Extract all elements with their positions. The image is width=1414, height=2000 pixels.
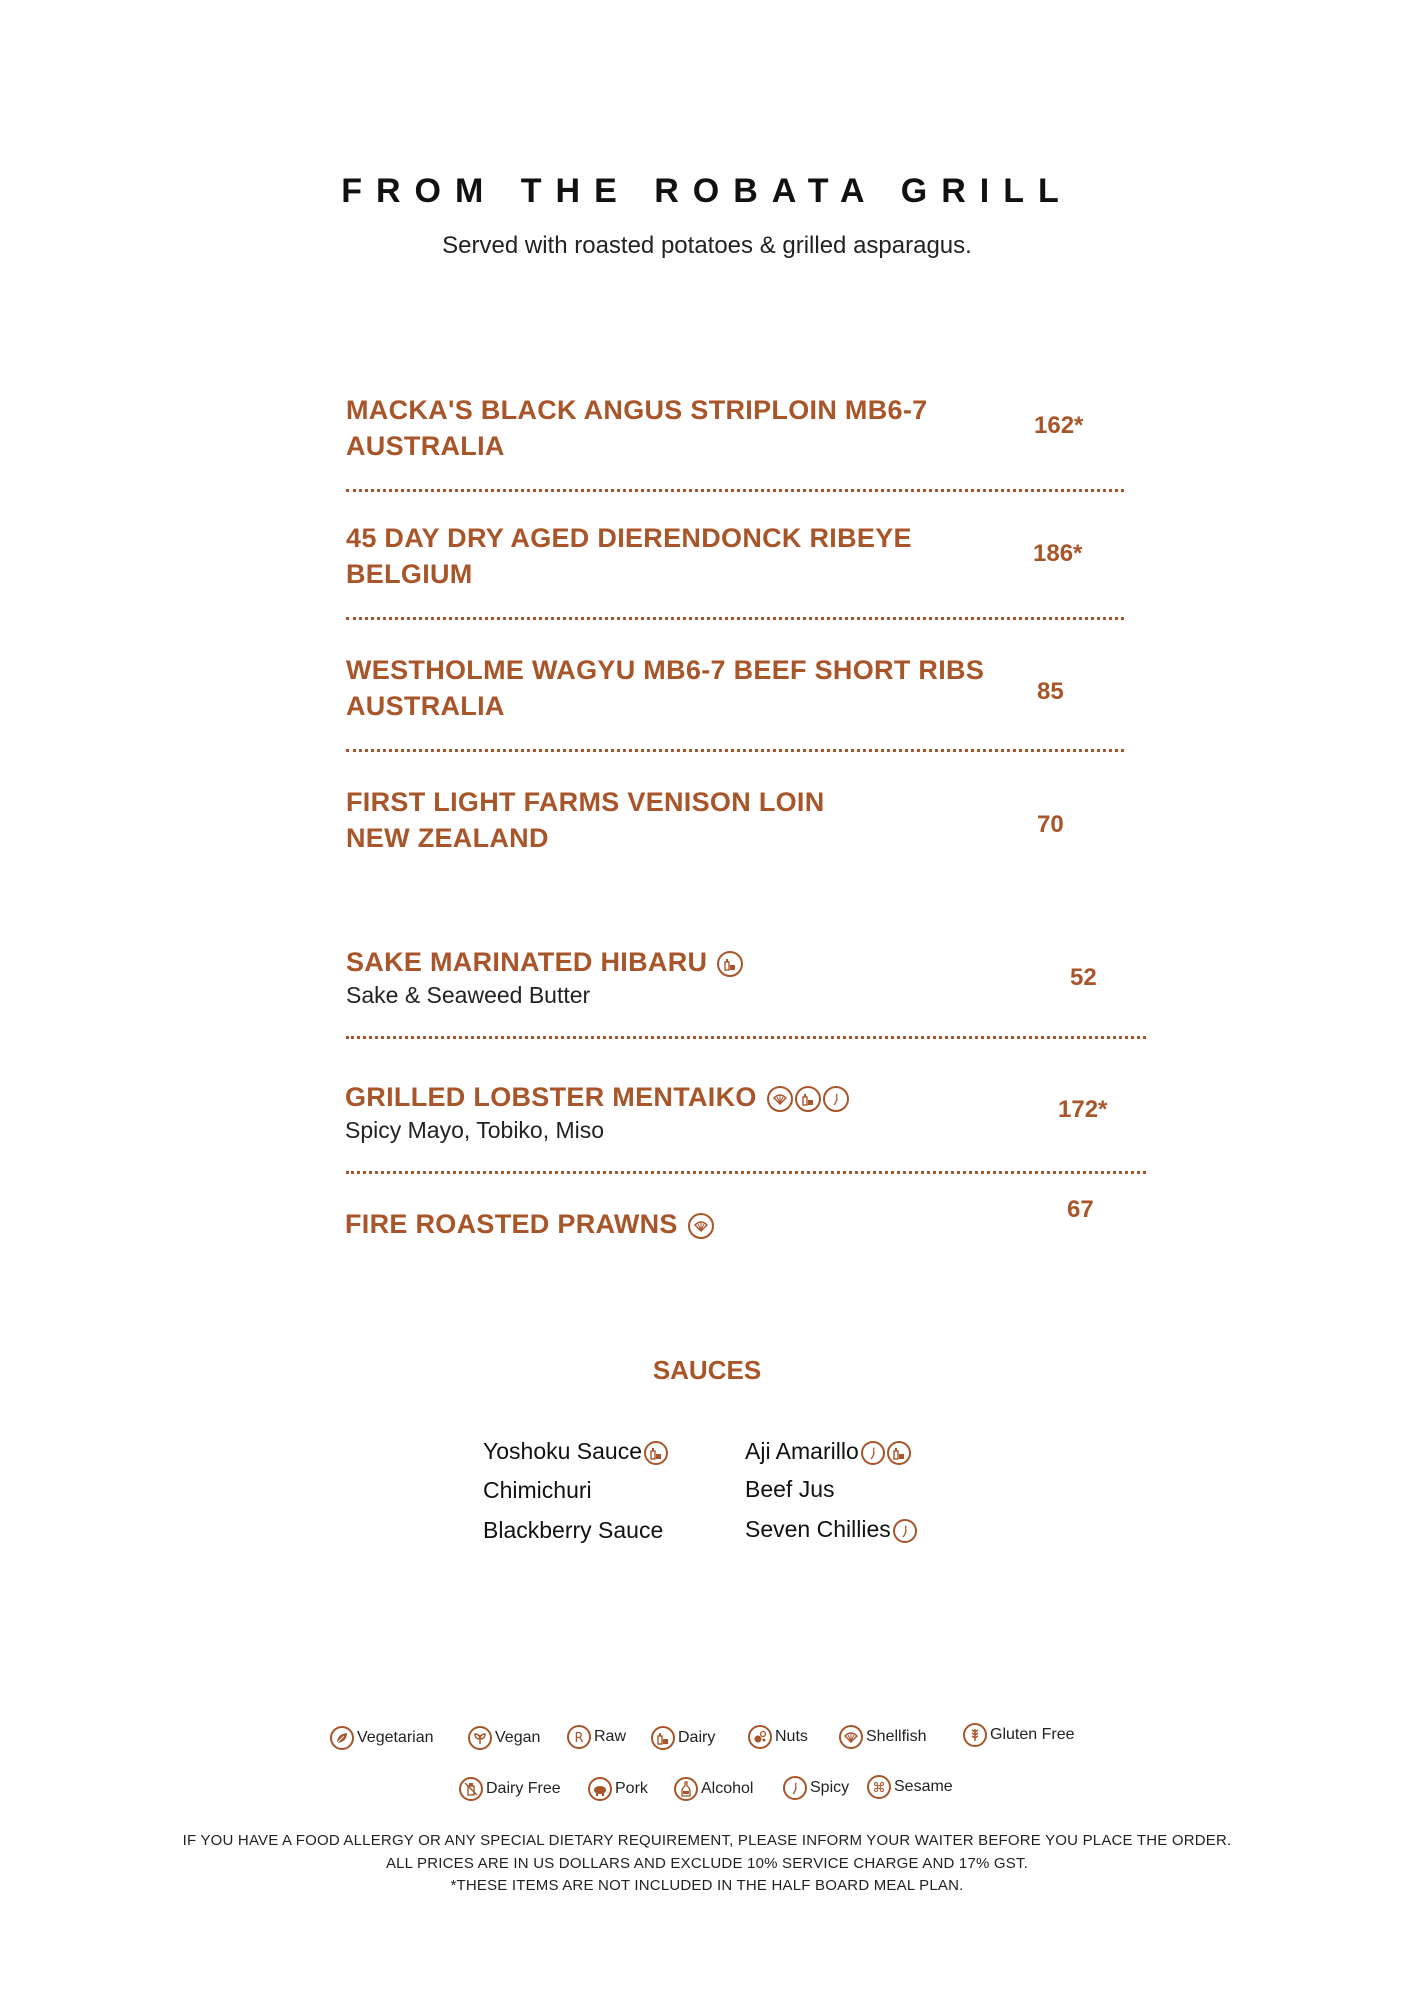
item-name: SAKE MARINATED HIBARU xyxy=(346,947,708,977)
page-title: FROM THE ROBATA GRILL xyxy=(341,172,1073,210)
menu-item xyxy=(346,784,825,856)
item-price: 70 xyxy=(1037,811,1064,838)
sesame-icon xyxy=(867,1775,891,1799)
sauce-item xyxy=(745,1438,911,1465)
item-price: 172* xyxy=(1058,1096,1108,1123)
item-name: 45 DAY DRY AGED DIERENDONCK RIBEYE xyxy=(346,523,912,553)
dairy-icon xyxy=(795,1086,821,1112)
menu-item xyxy=(346,652,984,724)
vegan-icon xyxy=(468,1726,492,1750)
item-description: Sake & Seaweed Butter xyxy=(346,982,591,1008)
sauce-name: Chimichuri xyxy=(483,1477,592,1503)
spicy-icon xyxy=(823,1086,849,1112)
legend-dairy-free: Dairy Free xyxy=(457,1777,561,1801)
sauce-name: Yoshoku Sauce xyxy=(483,1438,643,1464)
item-description: Spicy Mayo, Tobiko, Miso xyxy=(345,1117,605,1143)
item-price: 85 xyxy=(1037,678,1064,705)
sauce-name: Seven Chillies xyxy=(745,1516,891,1542)
menu-item xyxy=(345,1079,849,1145)
menu-item xyxy=(346,520,912,592)
divider xyxy=(346,1036,1146,1039)
sauce-name: Blackberry Sauce xyxy=(483,1517,664,1543)
dairy-icon xyxy=(644,1441,668,1465)
divider xyxy=(346,617,1124,620)
legend-dairy: Dairy xyxy=(649,1726,715,1750)
item-name: WESTHOLME WAGYU MB6-7 BEEF SHORT RIBS xyxy=(346,655,985,685)
sauces-title: SAUCES xyxy=(652,1355,762,1385)
menu-item xyxy=(346,944,743,1010)
sauce-item xyxy=(745,1476,835,1503)
legend-spicy: Spicy xyxy=(781,1776,849,1800)
spicy-icon xyxy=(861,1441,885,1465)
legend-gluten-free: Gluten Free xyxy=(961,1723,1074,1747)
footer-meal-plan-note: *THESE ITEMS ARE NOT INCLUDED IN THE HALF BOARD MEAL PLAN. xyxy=(450,1877,964,1894)
item-origin: BELGIUM xyxy=(346,559,473,589)
divider xyxy=(346,489,1124,492)
dairy-icon xyxy=(651,1726,675,1750)
pork-icon xyxy=(588,1777,612,1801)
legend-pork: Pork xyxy=(586,1777,648,1801)
shellfish-icon xyxy=(839,1725,863,1749)
item-name: MACKA'S BLACK ANGUS STRIPLOIN MB6-7 xyxy=(346,395,928,425)
legend-vegan: Vegan xyxy=(466,1726,540,1750)
item-name: GRILLED LOBSTER MENTAIKO xyxy=(345,1082,757,1112)
legend-nuts: Nuts xyxy=(746,1725,808,1749)
item-origin: AUSTRALIA xyxy=(346,691,505,721)
divider xyxy=(346,749,1124,752)
item-price: 162* xyxy=(1034,412,1084,439)
spicy-icon xyxy=(893,1519,917,1543)
divider xyxy=(346,1171,1146,1174)
page-subtitle: Served with roasted potatoes & grilled asparagus. xyxy=(442,232,972,259)
spicy-icon xyxy=(783,1776,807,1800)
menu-item xyxy=(346,392,927,464)
legend-raw: Raw xyxy=(565,1725,626,1749)
dairy-icon xyxy=(887,1441,911,1465)
nuts-icon xyxy=(748,1725,772,1749)
sauce-item xyxy=(483,1438,668,1465)
item-origin: AUSTRALIA xyxy=(346,431,505,461)
alcohol-icon xyxy=(674,1777,698,1801)
item-name: FIRST LIGHT FARMS VENISON LOIN xyxy=(346,787,825,817)
dairy-free-icon xyxy=(459,1777,483,1801)
item-name: FIRE ROASTED PRAWNS xyxy=(345,1209,678,1239)
sauce-name: Aji Amarillo xyxy=(745,1438,859,1464)
vegetarian-icon xyxy=(330,1726,354,1750)
item-price: 52 xyxy=(1070,964,1097,991)
gluten-free-icon xyxy=(963,1723,987,1747)
item-price: 186* xyxy=(1033,540,1083,567)
legend-alcohol: Alcohol xyxy=(672,1777,753,1801)
raw-icon xyxy=(567,1725,591,1749)
legend-vegetarian: Vegetarian xyxy=(328,1726,434,1750)
item-price: 67 xyxy=(1067,1196,1094,1223)
sauce-item xyxy=(745,1516,917,1543)
sauce-name: Beef Jus xyxy=(745,1476,835,1502)
item-origin: NEW ZEALAND xyxy=(346,823,549,853)
footer-pricing-note: ALL PRICES ARE IN US DOLLARS AND EXCLUDE 10% SERVICE CHARGE AND 17% GST. xyxy=(385,1855,1029,1872)
dairy-icon xyxy=(717,951,743,977)
shellfish-icon xyxy=(767,1086,793,1112)
footer-allergy-note: IF YOU HAVE A FOOD ALLERGY OR ANY SPECIAL DIETARY REQUIREMENT, PLEASE INFORM YOUR WAITER BEFORE YOU PLACE THE ORDER. xyxy=(182,1832,1232,1849)
menu-item xyxy=(345,1206,714,1242)
shellfish-icon xyxy=(688,1213,714,1239)
legend-shellfish: Shellfish xyxy=(837,1725,926,1749)
sauce-item xyxy=(483,1477,592,1504)
legend-sesame: Sesame xyxy=(865,1775,953,1799)
sauce-item xyxy=(483,1517,663,1544)
